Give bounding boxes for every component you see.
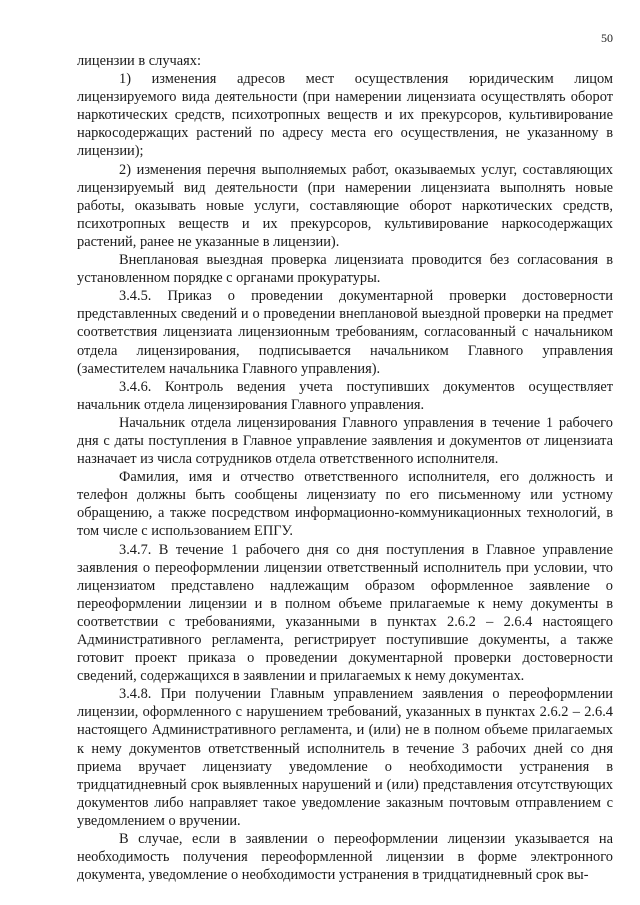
- paragraph-item-1: 1) изменения адресов мест осуществления юридическим лицом лицензируемого вида деятельности (при намерении лицензиата осуществлять оборот наркотических средств, психотропных веществ и их прекурсоров, культивирование наркосодержащих растений по адресу места его осуществления, не указанному в лицензии);: [77, 71, 613, 160]
- paragraph-unscheduled-check: Внеплановая выездная проверка лицензиата проводится без согласования в установленном порядке с органами прокуратуры.: [77, 252, 613, 287]
- paragraph-3-4-5: 3.4.5. Приказ о проведении документарной проверки достоверности представленных сведений и о проведении внеплановой выездной проверки на предмет соответствия лицензиата лицензионным требованиям, согласованный с начальником отдела лицензирования, подписывается начальником Главного управления (заместителем начальника Главного управления).: [77, 288, 613, 377]
- paragraph-item-2: 2) изменения перечня выполняемых работ, оказываемых услуг, составляющих лицензируемый вид деятельности (при намерении лицензиата выполнять новые работы, оказывать новые услуги, составляющие оборот наркотических средств, психотропных веществ и их прекурсоров, культивирование наркосодержащих растений, ранее не указанные в лицензии).: [77, 161, 613, 250]
- paragraph-electronic-document: В случае, если в заявлении о переоформлении лицензии указывается на необходимость получения переоформленной лицензии в форме электронного документа, уведомление о необходимости устранения в тридцатидневный срок вы-: [77, 831, 613, 884]
- paragraph-3-4-6: 3.4.6. Контроль ведения учета поступивших документов осуществляет начальник отдела лицензирования Главного управления.: [77, 378, 613, 413]
- paragraph-intro: лицензии в случаях:: [77, 53, 201, 69]
- paragraph-3-4-7: 3.4.7. В течение 1 рабочего дня со дня поступления в Главное управление заявления о переоформлении лицензии ответственный исполнитель при условии, что лицензиатом представлено надлежащим образом оформленное заявление о переоформлении лицензии и в полном объеме прилагаемые к нему документы в соответствии с требованиями, указанными в пунктах 2.6.2 – 2.6.4 настоящего Административного регламента, регистрирует поступившие документы, а также готовит проект приказа о проведении документарной проверки достоверности сведений, содержащихся в заявлении и прилагаемых к нему документах.: [77, 541, 613, 685]
- document-body: [77, 52, 613, 884]
- paragraph-executor-details: Фамилия, имя и отчество ответственного исполнителя, его должность и телефон должны быть сообщены лицензиату по его письменному или устному обращению, а также посредством информационно-коммуникационных технологий, в том числе с использованием ЕПГУ.: [77, 469, 613, 540]
- page-number: 50: [601, 31, 613, 45]
- paragraph-3-4-8: 3.4.8. При получении Главным управлением заявления о переоформлении лицензии, оформленного с нарушением требований, указанных в пунктах 2.6.2 – 2.6.4 настоящего Административного регламента, и (или) не в полном объеме прилагаемых к нему документов ответственный исполнитель в течение 3 рабочих дней со дня приема вручает лицензиату уведомление о необходимости устранения в тридцатидневный срок выявленных нарушений и (или) представления отсутствующих документов либо направляет такое уведомление заказным почтовым отправлением с уведомлением о вручении.: [77, 686, 613, 829]
- paragraph-head-of-department: Начальник отдела лицензирования Главного управления в течение 1 рабочего дня с даты поступления в Главное управление заявления и документов от лицензиата назначает из числа сотрудников отдела ответственного исполнителя.: [77, 414, 613, 468]
